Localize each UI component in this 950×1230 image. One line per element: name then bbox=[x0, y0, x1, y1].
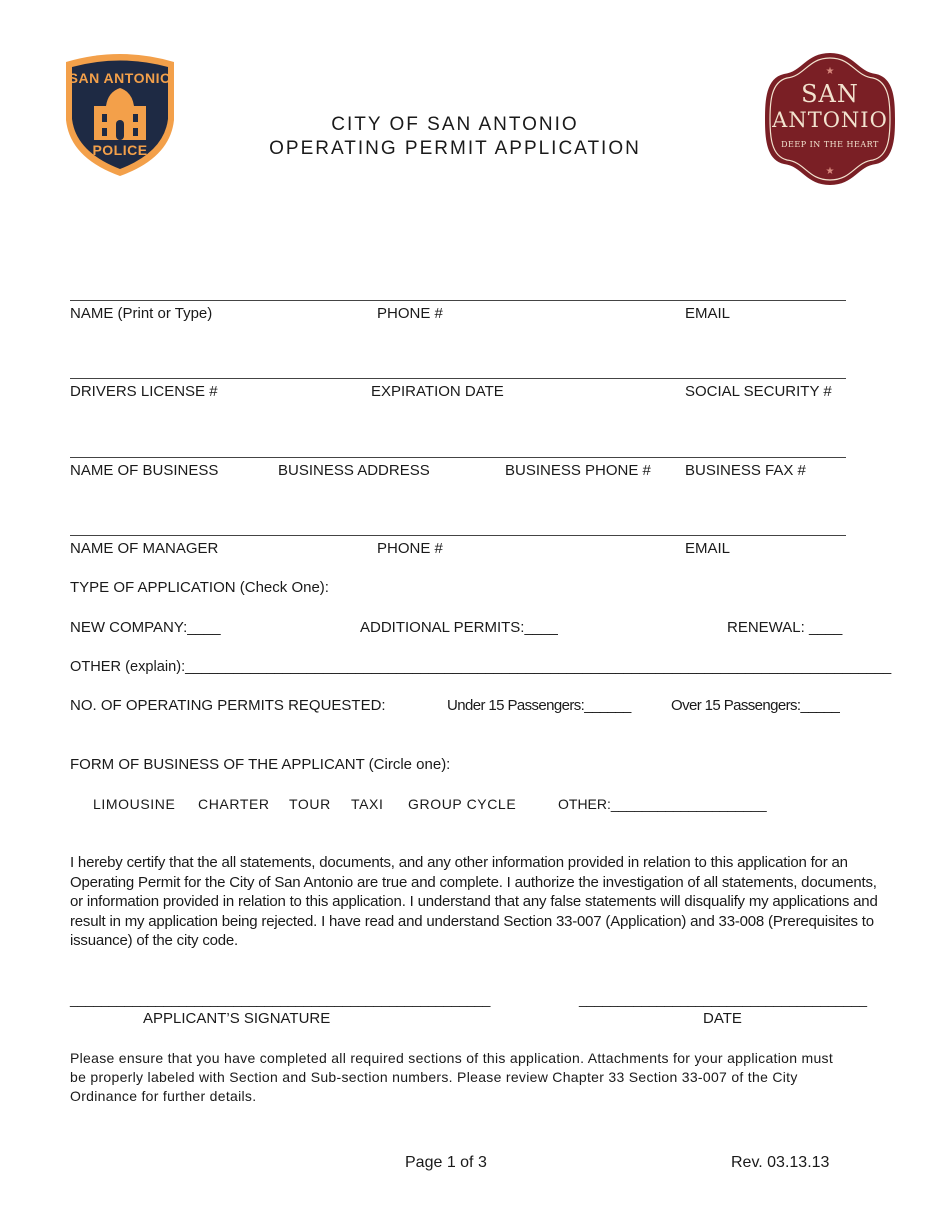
option-taxi[interactable]: TAXI bbox=[351, 796, 384, 812]
form-of-business-heading: FORM OF BUSINESS OF THE APPLICANT (Circle one): bbox=[70, 756, 451, 773]
name-label: NAME (Print or Type) bbox=[70, 305, 213, 322]
date-line[interactable]: _____________________________________ bbox=[579, 991, 868, 1007]
expiration-date-label: EXPIRATION DATE bbox=[371, 383, 504, 400]
business-address-label: BUSINESS ADDRESS bbox=[278, 462, 430, 479]
certification-paragraph: I hereby certify that the all statements, documents, and any other information provided in relation to this application for an Operating Permit for the City of San Antonio are true and complete. I authorize the investigation of all statements, documents, or information provided in relation to this application. I understand that any false statements will disqualify my applications and result in my application being rejected. I have read and understand Section 33-007 (Application) and 33-008 (Prerequisites to issuance) of the city code. bbox=[70, 854, 878, 949]
svg-text:★: ★ bbox=[825, 166, 835, 177]
option-charter[interactable]: CHARTER bbox=[198, 796, 270, 812]
option-other-field[interactable]: OTHER:____________________ bbox=[558, 796, 767, 812]
business-fax-label: BUSINESS FAX # bbox=[685, 462, 806, 479]
logo-tagline: DEEP IN THE HEART bbox=[781, 140, 879, 149]
name-phone-email-line[interactable] bbox=[70, 300, 846, 301]
other-explain-field[interactable]: OTHER (explain):_______________________________________________________________________________________ bbox=[70, 659, 892, 675]
new-company-checkbox[interactable]: NEW COMPANY:____ bbox=[70, 619, 221, 636]
application-type-heading: TYPE OF APPLICATION (Check One): bbox=[70, 579, 329, 596]
svg-text:★: ★ bbox=[825, 66, 835, 77]
manager-phone-label: PHONE # bbox=[377, 540, 443, 557]
manager-email-label: EMAIL bbox=[685, 540, 731, 557]
permits-requested-label: NO. OF OPERATING PERMITS REQUESTED: bbox=[70, 697, 386, 714]
page-number: Page 1 of 3 bbox=[405, 1154, 487, 1171]
business-name-label: NAME OF BUSINESS bbox=[70, 462, 219, 479]
manager-name-label: NAME OF MANAGER bbox=[70, 540, 219, 557]
option-group-cycle[interactable]: GROUP CYCLE bbox=[408, 796, 517, 812]
page-title-line2: OPERATING PERMIT APPLICATION bbox=[269, 138, 641, 159]
manager-line[interactable] bbox=[70, 535, 846, 536]
option-tour[interactable]: TOUR bbox=[289, 796, 331, 812]
under-15-passengers-field[interactable]: Under 15 Passengers:______ bbox=[447, 697, 631, 714]
city-logo bbox=[762, 50, 898, 188]
social-security-label: SOCIAL SECURITY # bbox=[685, 383, 832, 400]
badge-top-text: SAN ANTONIO bbox=[68, 70, 172, 86]
date-label: DATE bbox=[703, 1010, 742, 1027]
signature-line[interactable]: ______________________________________________________ bbox=[70, 991, 491, 1007]
phone-label: PHONE # bbox=[377, 305, 443, 322]
renewal-checkbox[interactable]: RENEWAL: ____ bbox=[727, 619, 843, 636]
drivers-license-label: DRIVERS LICENSE # bbox=[70, 383, 218, 400]
business-phone-label: BUSINESS PHONE # bbox=[505, 462, 651, 479]
logo-line-antonio: ANTONIO bbox=[772, 108, 888, 132]
page-title-line1: CITY OF SAN ANTONIO bbox=[331, 114, 579, 135]
option-limousine[interactable]: LIMOUSINE bbox=[93, 796, 176, 812]
email-label: EMAIL bbox=[685, 305, 731, 322]
badge-bottom-text: POLICE bbox=[92, 142, 148, 158]
revision-date: Rev. 03.13.13 bbox=[731, 1154, 830, 1171]
notice-paragraph: Please ensure that you have completed all required sections of this application. Attachments for your application must be properly labeled with Section and Sub-section numbers. Please review Chapter 33 Section 33-007 of the City Ordinance for further details. bbox=[70, 1050, 834, 1104]
additional-permits-checkbox[interactable]: ADDITIONAL PERMITS:____ bbox=[360, 619, 558, 636]
logo-line-san: SAN bbox=[801, 80, 859, 108]
license-line[interactable] bbox=[70, 378, 846, 379]
business-line[interactable] bbox=[70, 457, 846, 458]
applicant-signature-label: APPLICANT’S SIGNATURE bbox=[143, 1010, 331, 1027]
over-15-passengers-field[interactable]: Over 15 Passengers:_____ bbox=[671, 697, 840, 714]
